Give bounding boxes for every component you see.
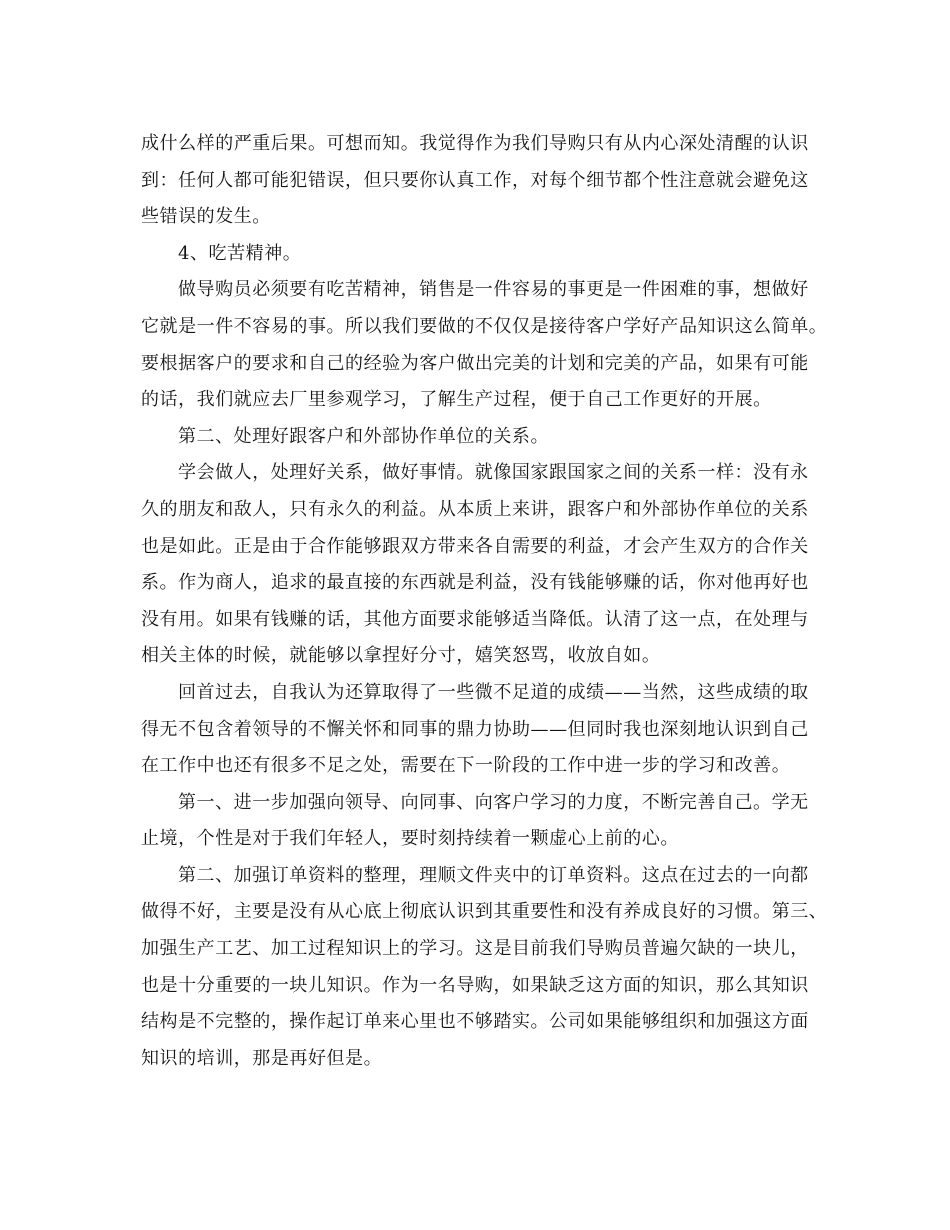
text-line: 结构是不完整的，操作起订单来心里也不够踏实。公司如果能够组织和加强这方面 — [141, 1011, 809, 1033]
paragraph — [141, 126, 821, 236]
text-line: 回首过去，自我认为还算取得了一些微不足道的成绩——当然，这些成绩的取 — [178, 681, 809, 703]
text-line: 在工作中也还有很多不足之处，需要在下一阶段的工作中进一步的学习和改善。 — [141, 755, 791, 777]
text-line: 也是十分重要的一块儿知识。作为一名导购，如果缺乏这方面的知识，那么其知识 — [141, 974, 809, 996]
text-line: 要根据客户的要求和自己的经验为客户做出完美的计划和完美的产品，如果有可能 — [141, 352, 809, 374]
text-line: 到：任何人都可能犯错误，但只要你认真工作，对每个细节都个性注意就会避免这 — [141, 169, 809, 191]
text-line: 4、吃苦精神。 — [178, 242, 302, 264]
text-line: 知识的培训，那是再好但是。 — [141, 1047, 383, 1069]
text-line: 做导购员必须要有吃苦精神，销售是一件容易的事更是一件困难的事，想做好 — [178, 279, 809, 301]
text-line: 第一、进一步加强向领导、向同事、向客户学习的力度，不断完善自己。学无 — [178, 791, 809, 813]
text-line: 它就是一件不容易的事。所以我们要做的不仅仅是接待客户学好产品知识这么简单。 — [141, 315, 828, 337]
text-line: 成什么样的严重后果。可想而知。我觉得作为我们导购只有从内心深处清醒的认识 — [141, 133, 809, 154]
paragraph — [141, 272, 828, 418]
paragraph — [141, 858, 828, 1078]
text-line: 第二、加强订单资料的整理，理顺文件夹中的订单资料。这点在过去的一向都 — [178, 864, 809, 886]
paragraph — [141, 785, 821, 858]
text-line: 学会做人，处理好关系，做好事情。就像国家跟国家之间的关系一样：没有永 — [178, 462, 809, 484]
text-line: 些错误的发生。 — [141, 206, 271, 228]
text-line: 系。作为商人，追求的最直接的东西就是利益，没有钱能够赚的话，你对他再好也 — [141, 572, 809, 594]
document-body — [141, 126, 828, 1077]
text-line: 做得不好，主要是没有从心底上彻底认识到其重要性和没有养成良好的习惯。第三、 — [141, 901, 828, 923]
text-line: 加强生产工艺、加工过程知识上的学习。这是目前我们导购员普遍欠缺的一块儿， — [141, 938, 809, 960]
text-line: 的话，我们就应去厂里参观学习，了解生产过程，便于自己工作更好的开展。 — [141, 389, 772, 411]
text-line: 得无不包含着领导的不懈关怀和同事的鼎力协助——但同时我也深刻地认识到自己 — [141, 718, 809, 740]
text-line: 第二、处理好跟客户和外部协作单位的关系。 — [178, 425, 549, 447]
paragraph — [141, 419, 821, 456]
paragraph — [141, 236, 821, 273]
text-line: 止境，个性是对于我们年轻人，要时刻持续着一颗虚心上前的心。 — [141, 828, 679, 850]
text-line: 久的朋友和敌人，只有永久的利益。从本质上来讲，跟客户和外部协作单位的关系 — [141, 498, 809, 520]
paragraph — [141, 675, 821, 785]
paragraph — [141, 455, 821, 675]
text-line: 没有用。如果有钱赚的话，其他方面要求能够适当降低。认清了这一点，在处理与 — [141, 608, 809, 630]
text-line: 相关主体的时候，就能够以拿捏好分寸，嬉笑怒骂，收放自如。 — [141, 645, 661, 667]
text-line: 也是如此。正是由于合作能够跟双方带来各自需要的利益，才会产生双方的合作关 — [141, 535, 809, 557]
